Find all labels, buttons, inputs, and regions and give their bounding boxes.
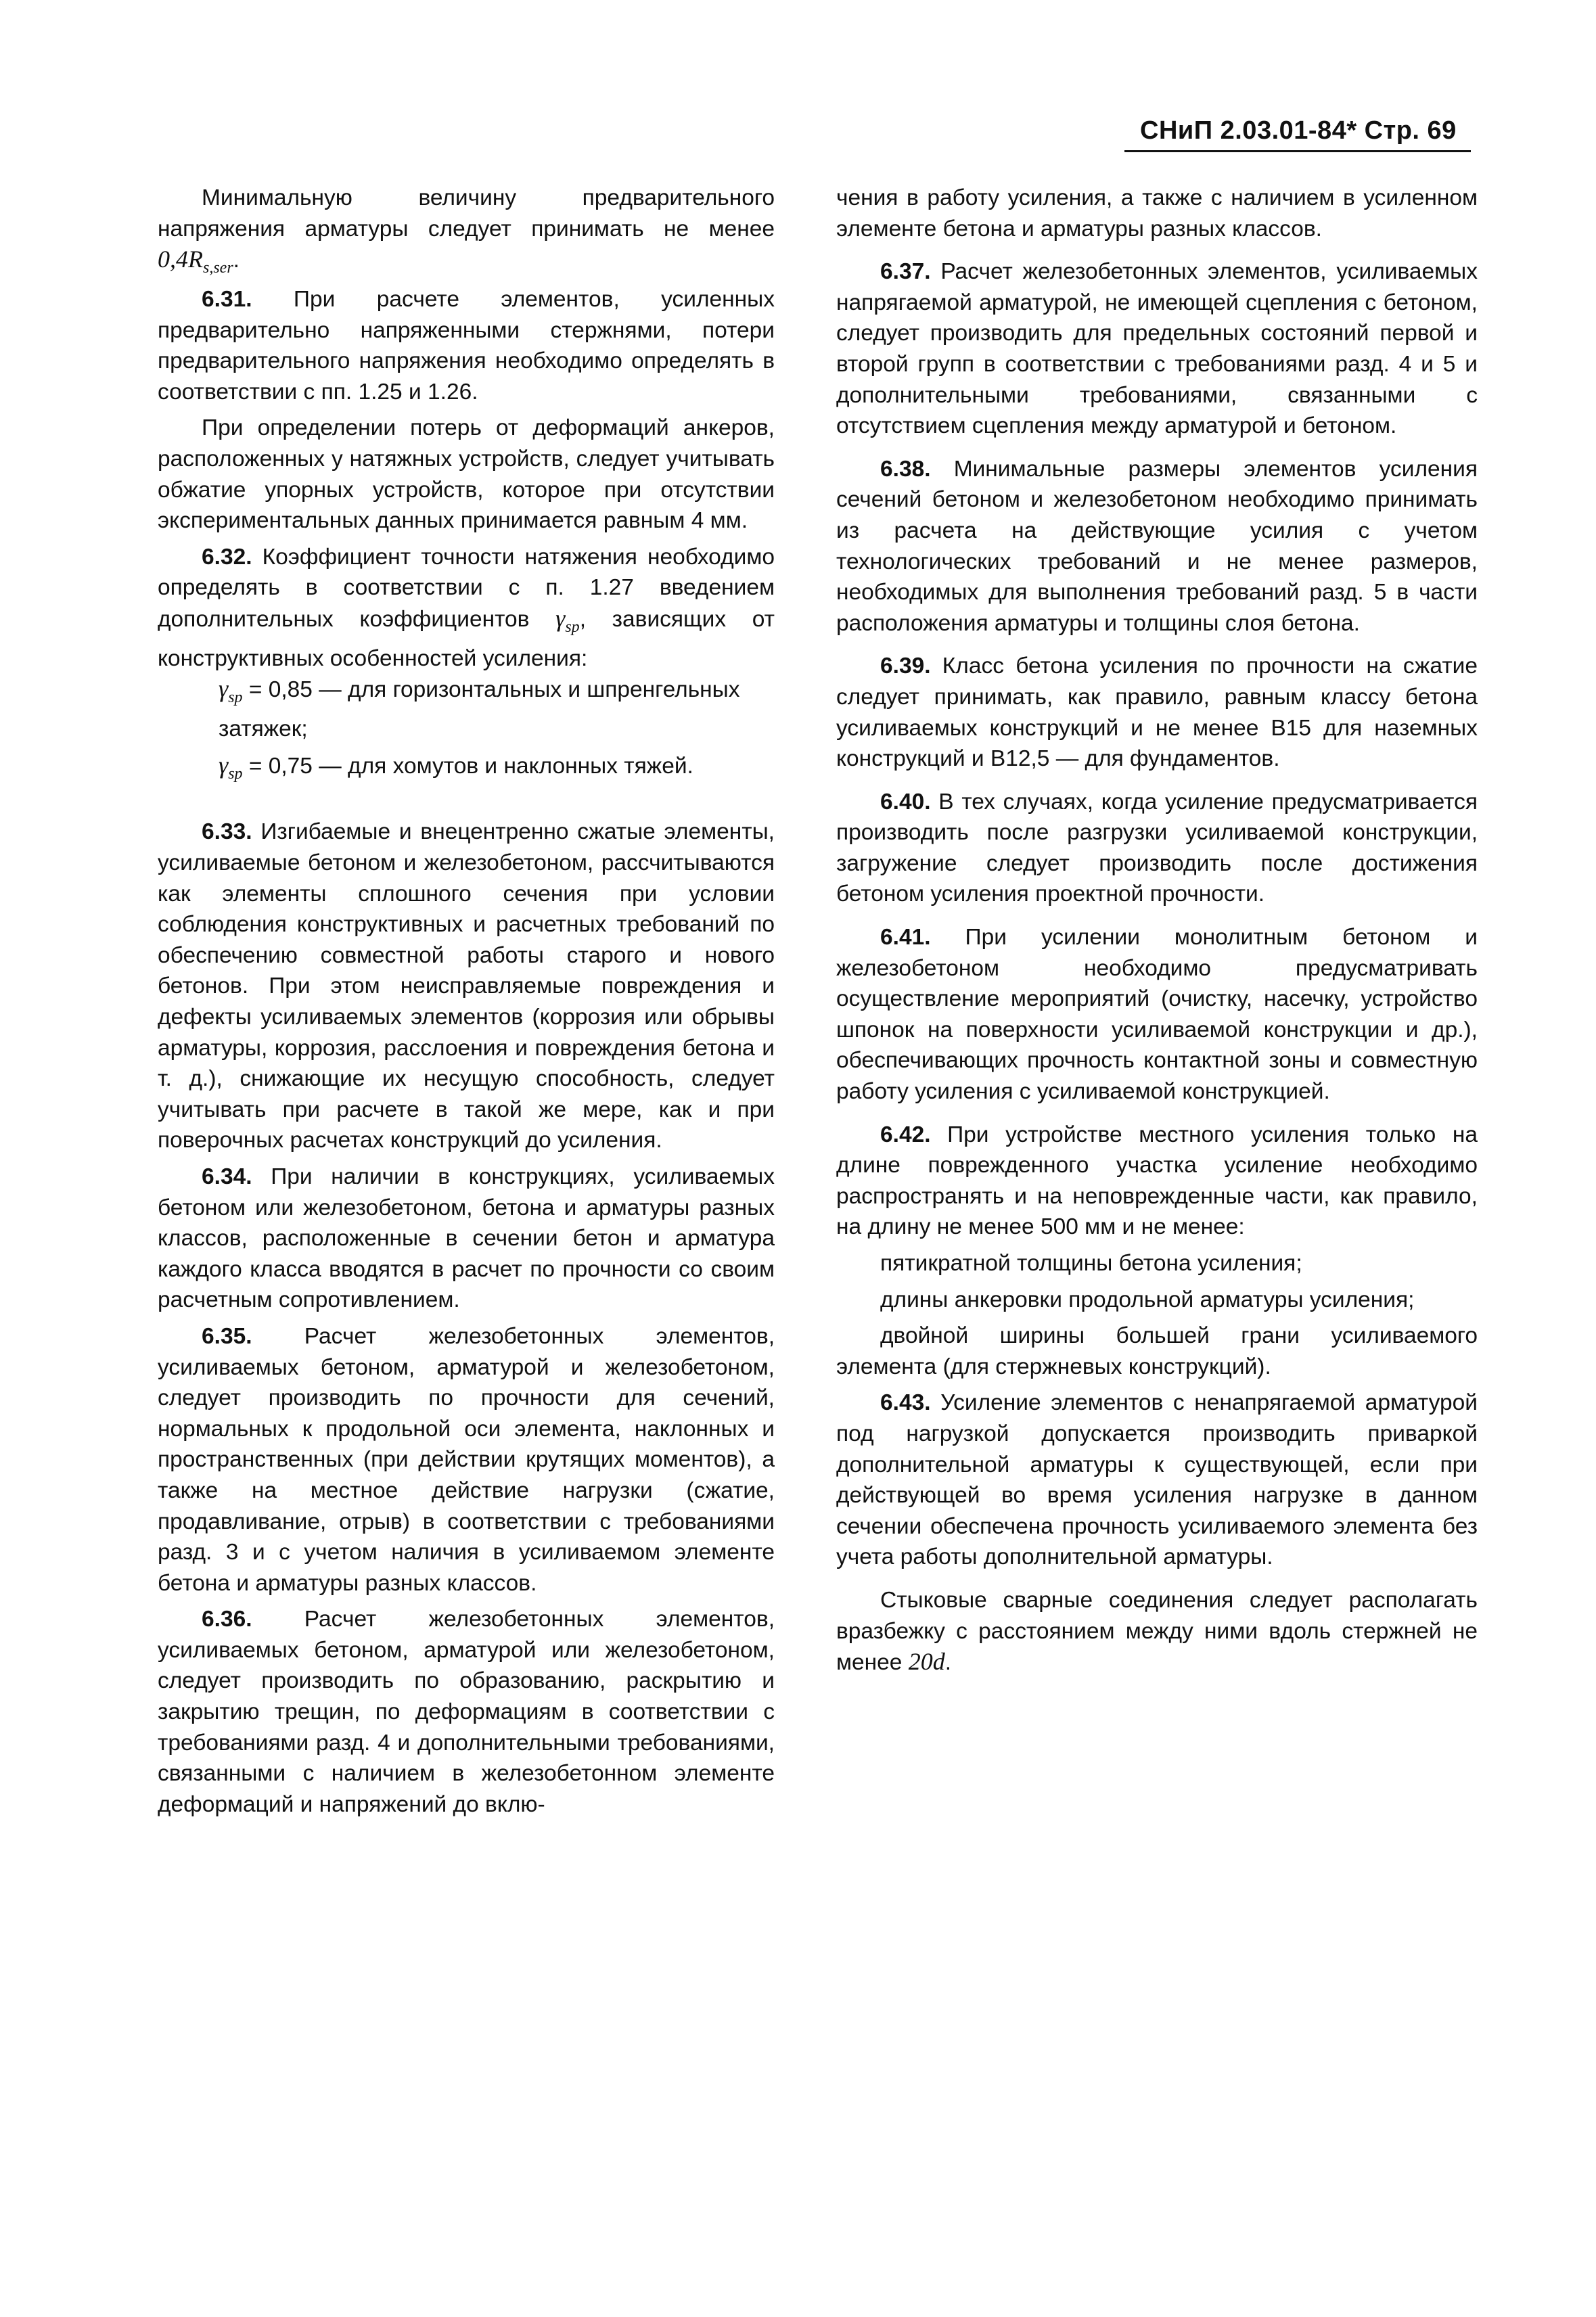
section-number: 6.34.	[202, 1164, 252, 1189]
section-number: 6.43.	[880, 1390, 931, 1416]
formula-line: $\gamma_{sp} = 0,75$ — для хомутов и наклонных тяжей.	[219, 751, 693, 783]
formula-value: 20d	[908, 1648, 945, 1676]
section-number: 6.38.	[880, 456, 931, 482]
header-rule	[1124, 150, 1471, 152]
section-number: 6.31.	[202, 286, 252, 312]
section-number: 6.35.	[202, 1323, 252, 1349]
list-item: двойной ширины большей грани усиливаемого элемента (для стержневых конструкций).	[836, 1323, 1478, 1379]
section-number: 6.39.	[880, 653, 931, 679]
paragraph-6-33: 6.33. Изгибаемые и внецентренно сжатые элементы, усиливаемые бетоном и железобетоном, рассчитываются как элементы сплошного сечения при условии соблюдения конструктивных и расчетных требований по обеспечению совместной работы старого и нового бетонов. При этом неисправляемые повреждения и дефекты усиливаемых элементов (коррозия или обрывы арматуры, коррозия, расслоения и повреждения бетона и т. д.), снижающие их несущую способность, следует учитывать при расчете в такой же мере, как и при поверочных расчетах конструкций до усиления.	[158, 819, 775, 1153]
paragraph-6-34: 6.34. При наличии в конструкциях, усиливаемых бетоном или железобетоном, бетона и арматуры разных классов, расположенные в сечении бетон и арматура каждого класса вводятся в расчет по прочности со своим расчетным сопротивлением.	[158, 1164, 775, 1313]
paragraph: При определении потерь от деформаций анкеров, расположенных у натяжных устройств, следует учитывать обжатие упорных устройств, которое при отсутствии экспериментальных данных принимается равным 4 мм.	[158, 415, 775, 534]
paragraph: Минимальную величину предварительного напряжения арматуры следует принимать не менее $0,4R_{s,ser}$.	[158, 185, 775, 277]
paragraph-6-42: 6.42. При устройстве местного усиления только на длине поврежденного участка усиление необходимо распространять и на неповрежденные части, как правило, на длину не менее 500 мм и не менее:	[836, 1122, 1478, 1240]
list-item: пятикратной толщины бетона усиления;	[880, 1251, 1302, 1276]
page-header: СНиП 2.03.01-84* Стр. 69	[1140, 116, 1457, 145]
paragraph: Стыковые сварные соединения следует располагать вразбежку с расстоянием между ними вдоль стержней не менее 20d.	[836, 1587, 1478, 1676]
paragraph-6-43: 6.43. Усиление элементов с ненапрягаемой арматурой под нагрузкой допускается производить приваркой дополнительной арматуры к существующей, если при действующей во время усиления нагрузке в данном сечении обеспечена прочность усиливаемого элемента без учета работы дополнительной арматуры.	[836, 1390, 1478, 1570]
paragraph-6-38: 6.38. Минимальные размеры элементов усиления сечений бетоном и железобетоном необходимо принимать из расчета на действующие усилия с учетом технологических требований и не менее размеров, необходимых для выполнения требований разд. 5 в части расположения арматуры и толщины слоя бетона.	[836, 456, 1478, 636]
list-item: длины анкеровки продольной арматуры усиления;	[880, 1287, 1415, 1312]
section-number: 6.37.	[880, 259, 931, 285]
paragraph-6-32: 6.32. Коэффициент точности натяжения необходимо определять в соответствии с п. 1.27 введением дополнительных коэффициентов $\gamma_{sp}$, зависящих от конструктивных особенностей усиления:	[158, 544, 775, 671]
section-number: 6.36.	[202, 1607, 252, 1632]
left-column	[158, 183, 775, 1820]
section-number: 6.32.	[202, 544, 252, 570]
section-number: 6.40.	[880, 789, 931, 815]
formula-line: $\gamma_{sp} = 0,85$ — для горизонтальных и шпренгельных затяжек;	[219, 675, 740, 742]
right-column	[836, 183, 1478, 1678]
section-number: 6.41.	[880, 925, 931, 950]
paragraph-6-41: 6.41. При усилении монолитным бетоном и железобетоном необходимо предусматривать осуществление мероприятий (очистку, насечку, устройство шпонок на поверхности усиливаемой конструкции и др.), обеспечивающих прочность контактной зоны и совместную работу усиления с усиливаемой конструкцией.	[836, 925, 1478, 1105]
paragraph-6-40: 6.40. В тех случаях, когда усиление предусматривается производить после разгрузки усиливаемой конструкции, загружение следует производить после достижения бетоном усиления проектной прочности.	[836, 789, 1478, 907]
formula-value: $0,4R_{s,ser}$	[158, 246, 233, 277]
section-number: 6.42.	[880, 1122, 931, 1147]
gamma-symbol: $\gamma_{sp}$	[555, 604, 580, 637]
section-number: 6.33.	[202, 819, 252, 845]
paragraph-6-37: 6.37. Расчет железобетонных элементов, усиливаемых напрягаемой арматурой, не имеющей сцепления с бетоном, следует производить для предельных состояний первой и второй групп в соответствии с требованиями разд. 4 и 5 и дополнительными требованиями, связанными с отсутствием сцепления между арматурой и бетоном.	[836, 259, 1478, 439]
paragraph: чения в работу усиления, а также с наличием в усиленном элементе бетона и арматуры разных классов.	[836, 185, 1478, 242]
paragraph-6-31: 6.31. При расчете элементов, усиленных предварительно напряженными стержнями, потери предварительного напряжения необходимо определять в соответствии с пп. 1.25 и 1.26.	[158, 286, 775, 405]
paragraph-6-35: 6.35. Расчет железобетонных элементов, усиливаемых бетоном, арматурой и железобетоном, следует производить по прочности для сечений, нормальных к продольной оси элемента, наклонных и пространственных (при действии крутящих моментов), а также на местное действие нагрузки (сжатие, продавливание, отрыв) в соответствии с требованиями разд. 3 и с учетом наличия в усиливаемом элементе бетона и арматуры разных классов.	[158, 1323, 775, 1596]
paragraph-6-39: 6.39. Класс бетона усиления по прочности на сжатие следует принимать, как правило, равным классу бетона усиливаемых конструкций и не менее B15 для наземных конструкций и B12,5 — для фундаментов.	[836, 653, 1478, 772]
paragraph-6-36: 6.36. Расчет железобетонных элементов, усиливаемых бетоном, арматурой или железобетоном, следует производить по образованию, раскрытию и закрытию трещин, по деформациям в соответствии с требованиями разд. 4 и дополнительными требованиями, связанными с наличием в железобетонном элементе деформаций и напряжений до вклю-	[158, 1607, 775, 1817]
